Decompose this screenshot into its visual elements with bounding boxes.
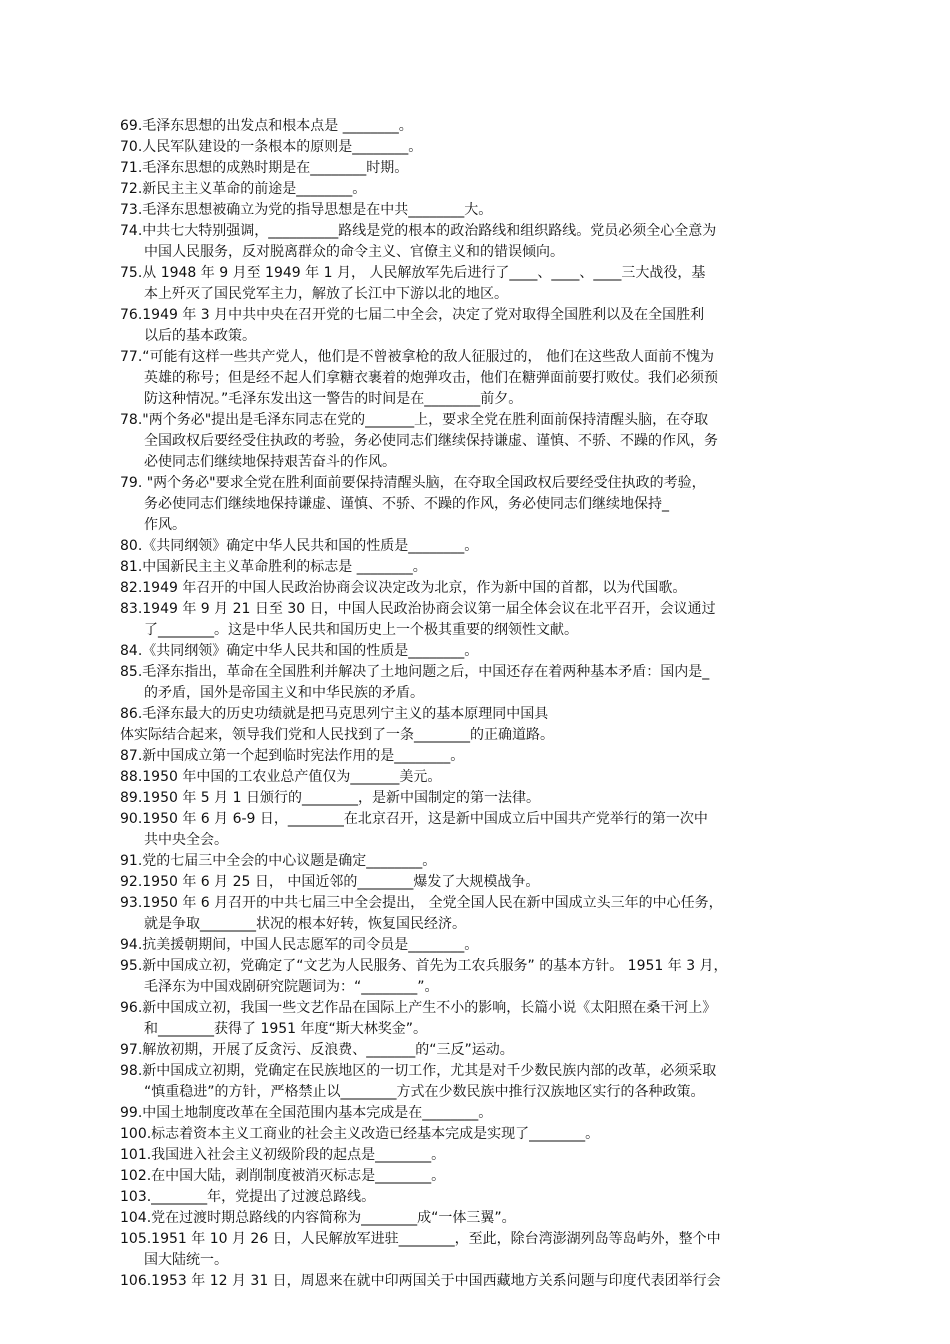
text-line: 77.“可能有这样一些共产党人，他们是不曾被拿枪的敌人征服过的， 他们在这些敌人面前不愧为: [120, 349, 714, 365]
text-line: 106.1953 年 12 月 31 日，周恩来在就中印两国关于中国西藏地方关系问题与印度代表团举行会: [120, 1273, 721, 1289]
text-line: 99.中国土地制度改革在全国范围内基本完成是在________。: [120, 1105, 493, 1121]
text-line: 88.1950 年中国的工农业总产值仅为_______美元。: [120, 769, 442, 785]
text-line: 87.新中国成立第一个起到临时宪法作用的是________。: [120, 748, 465, 764]
text-line: 83.1949 年 9 月 21 日至 30 日，中国人民政治协商会议第一届全体会议在北平召开，会议通过: [120, 601, 716, 617]
text-line: 79. "两个务必"要求全党在胜利面前要保持清醒头脑，在夺取全国政权后要经受住执政的考验，: [120, 475, 706, 491]
text-line: 和________获得了 1951 年度“斯大林奖金”。: [144, 1021, 428, 1037]
text-line: 74.中共七大特别强调，__________路线是党的根本的政治路线和组织路线。党员必须全心全意为: [120, 223, 717, 239]
text-line: 102.在中国大陆，剥削制度被消灭标志是________。: [120, 1168, 446, 1184]
text-line: 73.毛泽东思想被确立为党的指导思想是在中共________大。: [120, 202, 493, 218]
text-line: 英雄的称号；但是经不起人们拿糖衣裹着的炮弹攻击，他们在糖弹面前要打败仗。我们必须预: [144, 370, 718, 386]
text-line: 95.新中国成立初，党确定了“文艺为人民服务、首先为工农兵服务” 的基本方针。 1951 年 3 月，: [120, 958, 728, 974]
text-line: 的矛盾，国外是帝国主义和中华民族的矛盾。: [144, 685, 424, 701]
text-line: 必使同志们继续地保持艰苦奋斗的作风。: [144, 454, 396, 470]
text-line: 85.毛泽东指出，革命在全国胜利并解决了土地问题之后，中国还存在着两种基本矛盾：国内是_: [120, 664, 710, 680]
text-line: 毛泽东为中国戏剧研究院题词为：“________”。: [144, 979, 439, 995]
text-line: 75.从 1948 年 9 月至 1949 年 1 月， 人民解放军先后进行了____、____、____三大战役，基: [120, 265, 706, 281]
text-line: 务必使同志们继续地保持谦虚、谨慎、不骄、不躁的作风，务必使同志们继续地保持_: [144, 496, 669, 512]
text-line: 就是争取________状况的根本好转，恢复国民经济。: [144, 916, 466, 932]
text-line: 100.标志着资本主义工商业的社会主义改造已经基本完成是实现了________。: [120, 1126, 600, 1142]
text-line: 作风。: [144, 517, 186, 533]
text-line: 97.解放初期，开展了反贪污、反浪费、_______的“三反”运动。: [120, 1042, 514, 1058]
text-line: 90.1950 年 6 月 6-9 日，________在北京召开，这是新中国成立后中国共产党举行的第一次中: [120, 811, 708, 827]
text-line: 78."两个务必"提出是毛泽东同志在党的_______上，要求全党在胜利面前保持清醒头脑，在夺取: [120, 412, 709, 428]
text-line: 以后的基本政策。: [144, 328, 256, 344]
text-line: 了________。这是中华人民共和国历史上一个极其重要的纲领性文献。: [144, 622, 578, 638]
document-page: [120, 116, 860, 1292]
text-line: 105.1951 年 10 月 26 日，人民解放军进驻________，至此，除台湾澎湖列岛等岛屿外，整个中: [120, 1231, 721, 1247]
text-line: 国大陆统一。: [144, 1252, 228, 1268]
text-line: 96.新中国成立初，我国一些文艺作品在国际上产生不小的影响，长篇小说《太阳照在桑干河上》: [120, 1000, 717, 1016]
text-line: 全国政权后要经受住执政的考验，务必使同志们继续保持谦虚、谨慎、不骄、不躁的作风，务: [144, 433, 718, 449]
text-line: 93.1950 年 6 月召开的中共七届三中全会提出， 全党全国人民在新中国成立头三年的中心任务，: [120, 895, 723, 911]
text-line: “慎重稳进”的方针，严格禁止以________方式在少数民族中推行汉族地区实行的各种政策。: [144, 1084, 705, 1100]
text-line: 86.毛泽东最大的历史功绩就是把马克思列宁主义的基本原理同中国具: [120, 706, 549, 722]
text-line: 81.中国新民主主义革命胜利的标志是 ________。: [120, 559, 427, 575]
text-line: 92.1950 年 6 月 25 日， 中国近邻的________爆发了大规模战争。: [120, 874, 540, 890]
text-line: 中国人民服务，反对脱离群众的命令主义、官僚主义和的错误倾向。: [144, 244, 564, 260]
text-line: 70.人民军队建设的一条根本的原则是________。: [120, 139, 423, 155]
text-line: 72.新民主主义革命的前途是________。: [120, 181, 367, 197]
text-line: 71.毛泽东思想的成熟时期是在________时期。: [120, 160, 409, 176]
text-line: 69.毛泽东思想的出发点和根本点是 ________。: [120, 118, 413, 134]
text-line: 89.1950 年 5 月 1 日颁行的________，是新中国制定的第一法律。: [120, 790, 540, 806]
text-line: 共中央全会。: [144, 832, 228, 848]
text-line: 94.抗美援朝期间，中国人民志愿军的司令员是________。: [120, 937, 479, 953]
text-line: 98.新中国成立初期，党确定在民族地区的一切工作，尤其是对千少数民族内部的改革，必须采取: [120, 1063, 717, 1079]
text-line: 80.《共同纲领》确定中华人民共和国的性质是________。: [120, 538, 479, 554]
text-line: 104.党在过渡时期总路线的内容简称为________成“一体三翼”。: [120, 1210, 516, 1226]
text-line: 82.1949 年召开的中国人民政治协商会议决定改为北京，作为新中国的首都，以为代国歌。: [120, 580, 687, 596]
text-line: 91.党的七届三中全会的中心议题是确定________。: [120, 853, 437, 869]
text-line: 本上歼灭了国民党军主力，解放了长江中下游以北的地区。: [144, 286, 508, 302]
text-line: 101.我国进入社会主义初级阶段的起点是________。: [120, 1147, 446, 1163]
text-line: 防这种情况。”毛泽东发出这一警告的时间是在________前夕。: [144, 391, 523, 407]
text-line: 体实际结合起来，领导我们党和人民找到了一条________的正确道路。: [120, 727, 554, 743]
text-line: 103.________年，党提出了过渡总路线。: [120, 1189, 376, 1205]
text-line: 76.1949 年 3 月中共中央在召开党的七届二中全会，决定了党对取得全国胜利以及在全国胜利: [120, 307, 705, 323]
text-line: 84.《共同纲领》确定中华人民共和国的性质是________。: [120, 643, 479, 659]
